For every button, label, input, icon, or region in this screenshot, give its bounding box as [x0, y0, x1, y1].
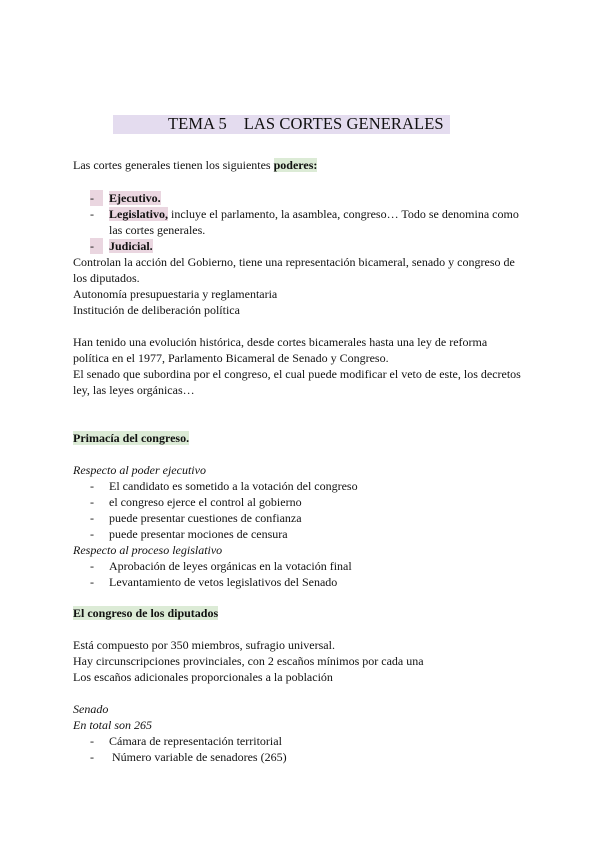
- intro-text: Las cortes generales tienen los siguientes: [73, 158, 274, 172]
- power-label: Legislativo,: [109, 207, 168, 221]
- list-dash: -: [90, 511, 94, 525]
- paragraph-line: Hay circunscripciones provinciales, con 2 escaños mínimos por cada una: [73, 654, 424, 668]
- paragraph-line: Está compuesto por 350 miembros, sufragio universal.: [73, 638, 335, 652]
- power-label: Ejecutivo.: [109, 191, 161, 205]
- paragraph-line: política en el 1977, Parlamento Bicameral de Senado y Congreso.: [73, 351, 389, 365]
- list-item: puede presentar mociones de censura: [109, 527, 288, 541]
- section-heading: El congreso de los diputados: [73, 606, 219, 620]
- list-dash: -: [90, 479, 94, 493]
- subheading: Respecto al proceso legislativo: [73, 543, 223, 557]
- list-item: Levantamiento de vetos legislativos del Senado: [109, 575, 338, 589]
- paragraph-line: Autonomía presupuestaria y reglamentaria: [73, 287, 278, 301]
- subheading: Respecto al poder ejecutivo: [73, 463, 206, 477]
- list-item-continuation: las cortes generales.: [109, 223, 206, 237]
- intro-line: [73, 157, 317, 173]
- list-dash: -: [90, 238, 103, 254]
- paragraph-line: Controlan la acción del Gobierno, tiene una representación bicameral, senado y congreso de: [73, 255, 515, 269]
- power-label: Judicial.: [109, 239, 153, 253]
- list-item: Aprobación de leyes orgánicas en la votación final: [109, 559, 352, 573]
- list-dash: -: [90, 559, 94, 573]
- paragraph-line: los diputados.: [73, 271, 140, 285]
- list-dash: -: [90, 734, 94, 748]
- subheading: En total son 265: [73, 718, 153, 732]
- list-dash: -: [90, 207, 94, 221]
- paragraph-line: Los escaños adicionales proporcionales a la población: [73, 670, 333, 684]
- paragraph-line: Han tenido una evolución histórica, desde cortes bicamerales hasta una ley de reforma: [73, 335, 488, 349]
- list-dash: -: [90, 575, 94, 589]
- section-heading: Primacía del congreso.: [73, 431, 190, 445]
- list-item: el congreso ejerce el control al gobierno: [109, 495, 302, 509]
- list-item: [109, 190, 161, 206]
- list-dash: -: [90, 527, 94, 541]
- list-item: El candidato es sometido a la votación del congreso: [109, 479, 358, 493]
- list-item: puede presentar cuestiones de confianza: [109, 511, 302, 525]
- list-item: [109, 206, 519, 222]
- paragraph-line: El senado que subordina por el congreso, el cual puede modificar el veto de este, los decretos: [73, 367, 521, 381]
- list-dash: -: [90, 190, 103, 206]
- paragraph-line: ley, las leyes orgánicas…: [73, 383, 195, 397]
- list-item: Cámara de representación territorial: [109, 734, 282, 748]
- list-item: Número variable de senadores (265): [112, 750, 287, 764]
- intro-emphasis: poderes:: [273, 158, 318, 172]
- list-dash: -: [90, 495, 94, 509]
- subheading: Senado: [73, 702, 109, 716]
- list-item: [109, 238, 153, 254]
- paragraph-line: Institución de deliberación política: [73, 303, 240, 317]
- page-title: TEMA 5 LAS CORTES GENERALES: [168, 114, 444, 133]
- list-dash: -: [90, 750, 94, 764]
- power-description: incluye el parlamento, la asamblea, congreso… Todo se denomina como: [168, 207, 519, 221]
